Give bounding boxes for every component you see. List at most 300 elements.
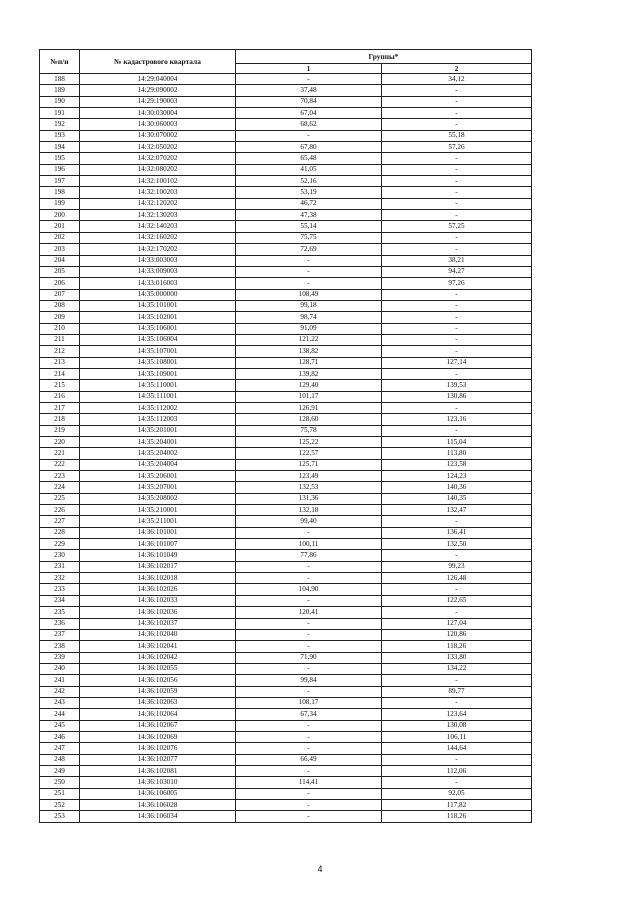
group-1-value: - xyxy=(236,686,382,697)
cadastral-number: 14:30:030004 xyxy=(80,108,236,119)
group-2-value: 34,12 xyxy=(382,74,532,85)
group-2-value: - xyxy=(382,754,532,765)
group-1-value: - xyxy=(236,629,382,640)
group-1-value: 99,84 xyxy=(236,675,382,686)
cadastral-number: 14:36:103010 xyxy=(80,777,236,788)
cadastral-number: 14:30:070002 xyxy=(80,130,236,141)
cadastral-number: 14:33:009003 xyxy=(80,266,236,277)
row-number: 246 xyxy=(40,731,80,742)
group-2-value: - xyxy=(382,244,532,255)
group-2-value: 130,86 xyxy=(382,391,532,402)
row-number: 242 xyxy=(40,686,80,697)
group-1-value: 66,49 xyxy=(236,754,382,765)
cadastral-number: 14:29:190003 xyxy=(80,96,236,107)
group-1-value: 37,48 xyxy=(236,85,382,96)
group-2-value: 117,82 xyxy=(382,800,532,811)
table-row xyxy=(40,312,532,323)
group-2-value: 127,14 xyxy=(382,357,532,368)
cadastral-number: 14:36:102017 xyxy=(80,561,236,572)
group-2-value: 89,77 xyxy=(382,686,532,697)
table-row xyxy=(40,709,532,720)
cadastral-number: 14:32:140203 xyxy=(80,221,236,232)
group-1-value: - xyxy=(236,765,382,776)
row-number: 199 xyxy=(40,198,80,209)
group-1-value: - xyxy=(236,266,382,277)
table-body xyxy=(40,74,532,823)
cadastral-number: 14:32:100102 xyxy=(80,176,236,187)
group-2-value: - xyxy=(382,153,532,164)
cadastral-number: 14:35:109001 xyxy=(80,368,236,379)
row-number: 235 xyxy=(40,607,80,618)
cadastral-number: 14:36:102063 xyxy=(80,697,236,708)
group-2-value: - xyxy=(382,232,532,243)
group-2-value: - xyxy=(382,346,532,357)
row-number: 245 xyxy=(40,720,80,731)
group-2-value: 92,05 xyxy=(382,788,532,799)
group-2-value: - xyxy=(382,164,532,175)
group-1-value: 46,72 xyxy=(236,198,382,209)
group-1-value: 139,82 xyxy=(236,368,382,379)
group-1-value: 126,91 xyxy=(236,402,382,413)
group-2-value: - xyxy=(382,584,532,595)
group-2-value: 123,64 xyxy=(382,709,532,720)
table-row xyxy=(40,85,532,96)
table-row xyxy=(40,402,532,413)
group-2-value: - xyxy=(382,777,532,788)
row-number: 234 xyxy=(40,595,80,606)
group-1-value: - xyxy=(236,800,382,811)
group-2-value: - xyxy=(382,402,532,413)
row-number: 198 xyxy=(40,187,80,198)
row-number: 193 xyxy=(40,130,80,141)
cadastral-number: 14:35:101001 xyxy=(80,300,236,311)
group-2-value: 136,41 xyxy=(382,527,532,538)
cadastral-number: 14:36:101049 xyxy=(80,550,236,561)
table-row xyxy=(40,130,532,141)
cadastral-number: 14:35:112002 xyxy=(80,402,236,413)
cadastral-number: 14:35:000000 xyxy=(80,289,236,300)
group-1-value: 131,36 xyxy=(236,493,382,504)
cadastral-number: 14:36:102076 xyxy=(80,743,236,754)
row-number: 232 xyxy=(40,573,80,584)
group-2-value: 55,18 xyxy=(382,130,532,141)
group-1-value: 132,53 xyxy=(236,482,382,493)
cadastral-number: 14:29:040004 xyxy=(80,74,236,85)
cadastral-number: 14:36:102041 xyxy=(80,641,236,652)
table-row xyxy=(40,300,532,311)
cadastral-number: 14:36:102036 xyxy=(80,607,236,618)
header-group-1: 1 xyxy=(236,64,382,74)
group-1-value: - xyxy=(236,788,382,799)
group-2-value: - xyxy=(382,108,532,119)
group-2-value: 139,53 xyxy=(382,380,532,391)
table-row xyxy=(40,232,532,243)
table-row xyxy=(40,800,532,811)
group-2-value: 140,36 xyxy=(382,482,532,493)
group-1-value: 71,90 xyxy=(236,652,382,663)
table-row xyxy=(40,96,532,107)
group-1-value: 98,74 xyxy=(236,312,382,323)
row-number: 216 xyxy=(40,391,80,402)
group-1-value: - xyxy=(236,255,382,266)
row-number: 209 xyxy=(40,312,80,323)
cadastral-number: 14:32:160202 xyxy=(80,232,236,243)
cadastral-number: 14:36:102069 xyxy=(80,731,236,742)
cadastral-number: 14:29:090002 xyxy=(80,85,236,96)
cadastral-number: 14:36:101001 xyxy=(80,527,236,538)
cadastral-number: 14:35:108001 xyxy=(80,357,236,368)
row-number: 237 xyxy=(40,629,80,640)
cadastral-number: 14:35:201001 xyxy=(80,425,236,436)
row-number: 215 xyxy=(40,380,80,391)
row-number: 222 xyxy=(40,459,80,470)
cadastral-number: 14:35:206001 xyxy=(80,471,236,482)
cadastral-number: 14:35:204004 xyxy=(80,459,236,470)
group-2-value: - xyxy=(382,697,532,708)
group-2-value: - xyxy=(382,323,532,334)
group-2-value: - xyxy=(382,675,532,686)
row-number: 203 xyxy=(40,244,80,255)
row-number: 249 xyxy=(40,765,80,776)
cadastral-number: 14:36:102033 xyxy=(80,595,236,606)
group-1-value: - xyxy=(236,811,382,822)
group-2-value: 127,04 xyxy=(382,618,532,629)
table-row xyxy=(40,697,532,708)
row-number: 243 xyxy=(40,697,80,708)
group-2-value: - xyxy=(382,368,532,379)
table-row xyxy=(40,380,532,391)
row-number: 206 xyxy=(40,278,80,289)
group-1-value: 108,49 xyxy=(236,289,382,300)
group-1-value: 123,49 xyxy=(236,471,382,482)
group-2-value: - xyxy=(382,607,532,618)
row-number: 188 xyxy=(40,74,80,85)
table-row xyxy=(40,527,532,538)
cadastral-number: 14:35:211001 xyxy=(80,516,236,527)
group-1-value: 68,62 xyxy=(236,119,382,130)
group-1-value: - xyxy=(236,731,382,742)
row-number: 205 xyxy=(40,266,80,277)
group-1-value: 75,75 xyxy=(236,232,382,243)
table-row xyxy=(40,391,532,402)
table-row xyxy=(40,584,532,595)
row-number: 219 xyxy=(40,425,80,436)
row-number: 223 xyxy=(40,471,80,482)
group-2-value: - xyxy=(382,85,532,96)
table-row xyxy=(40,368,532,379)
group-2-value: 140,35 xyxy=(382,493,532,504)
row-number: 227 xyxy=(40,516,80,527)
table-row xyxy=(40,607,532,618)
row-number: 224 xyxy=(40,482,80,493)
table-row xyxy=(40,357,532,368)
cadastral-number: 14:32:170202 xyxy=(80,244,236,255)
row-number: 220 xyxy=(40,437,80,448)
cadastral-number: 14:36:102026 xyxy=(80,584,236,595)
table-row xyxy=(40,641,532,652)
group-2-value: - xyxy=(382,119,532,130)
cadastral-number: 14:36:106005 xyxy=(80,788,236,799)
group-1-value: - xyxy=(236,561,382,572)
table-row xyxy=(40,788,532,799)
table-row xyxy=(40,437,532,448)
group-1-value: 67,04 xyxy=(236,108,382,119)
group-2-value: 123,58 xyxy=(382,459,532,470)
group-1-value: - xyxy=(236,527,382,538)
header-groups: Группы* xyxy=(236,50,532,64)
page-number: 4 xyxy=(317,864,323,874)
group-1-value: 125,22 xyxy=(236,437,382,448)
row-number: 238 xyxy=(40,641,80,652)
cadastral-number: 14:32:130203 xyxy=(80,210,236,221)
row-number: 190 xyxy=(40,96,80,107)
row-number: 250 xyxy=(40,777,80,788)
table-row xyxy=(40,663,532,674)
row-number: 213 xyxy=(40,357,80,368)
cadastral-number: 14:35:204001 xyxy=(80,437,236,448)
table-row xyxy=(40,743,532,754)
cadastral-number: 14:36:102081 xyxy=(80,765,236,776)
table-row xyxy=(40,561,532,572)
group-1-value: 67,80 xyxy=(236,142,382,153)
group-1-value: 128,71 xyxy=(236,357,382,368)
row-number: 226 xyxy=(40,505,80,516)
group-2-value: - xyxy=(382,334,532,345)
group-1-value: 47,38 xyxy=(236,210,382,221)
group-1-value: 99,18 xyxy=(236,300,382,311)
table-row xyxy=(40,652,532,663)
table-row xyxy=(40,176,532,187)
table-row xyxy=(40,720,532,731)
cadastral-number: 14:35:112003 xyxy=(80,414,236,425)
cadastral-number: 14:35:210001 xyxy=(80,505,236,516)
table-row xyxy=(40,675,532,686)
cadastral-number: 14:35:207001 xyxy=(80,482,236,493)
row-number: 228 xyxy=(40,527,80,538)
group-2-value: 130,08 xyxy=(382,720,532,731)
row-number: 191 xyxy=(40,108,80,119)
table-row xyxy=(40,255,532,266)
row-number: 221 xyxy=(40,448,80,459)
table-row xyxy=(40,198,532,209)
table-row xyxy=(40,777,532,788)
row-number: 211 xyxy=(40,334,80,345)
table-row xyxy=(40,119,532,130)
group-1-value: - xyxy=(236,130,382,141)
table-row xyxy=(40,187,532,198)
table-row xyxy=(40,142,532,153)
group-2-value: - xyxy=(382,176,532,187)
group-2-value: 126,48 xyxy=(382,573,532,584)
cadastral-number: 14:36:102067 xyxy=(80,720,236,731)
group-1-value: 129,40 xyxy=(236,380,382,391)
row-number: 194 xyxy=(40,142,80,153)
table-row xyxy=(40,595,532,606)
table-row xyxy=(40,244,532,255)
cadastral-number: 14:36:101007 xyxy=(80,539,236,550)
group-2-value: - xyxy=(382,289,532,300)
cadastral-number: 14:35:204002 xyxy=(80,448,236,459)
header-number: №п/н xyxy=(40,50,80,74)
table-row xyxy=(40,153,532,164)
group-1-value: 55,14 xyxy=(236,221,382,232)
group-1-value: - xyxy=(236,663,382,674)
table-row xyxy=(40,516,532,527)
cadastral-number: 14:36:102055 xyxy=(80,663,236,674)
group-2-value: 106,11 xyxy=(382,731,532,742)
group-2-value: 134,22 xyxy=(382,663,532,674)
table-row xyxy=(40,573,532,584)
table-row xyxy=(40,539,532,550)
row-number: 225 xyxy=(40,493,80,504)
group-2-value: 115,04 xyxy=(382,437,532,448)
table-row xyxy=(40,108,532,119)
group-2-value: - xyxy=(382,550,532,561)
group-1-value: 125,71 xyxy=(236,459,382,470)
cadastral-number: 14:32:120202 xyxy=(80,198,236,209)
group-1-value: - xyxy=(236,74,382,85)
group-2-value: 123,16 xyxy=(382,414,532,425)
row-number: 229 xyxy=(40,539,80,550)
row-number: 195 xyxy=(40,153,80,164)
group-2-value: - xyxy=(382,210,532,221)
row-number: 244 xyxy=(40,709,80,720)
cadastral-number: 14:35:106004 xyxy=(80,334,236,345)
group-1-value: - xyxy=(236,278,382,289)
group-2-value: - xyxy=(382,96,532,107)
row-number: 217 xyxy=(40,402,80,413)
row-number: 247 xyxy=(40,743,80,754)
cadastral-number: 14:30:060003 xyxy=(80,119,236,130)
row-number: 252 xyxy=(40,800,80,811)
group-1-value: 77,86 xyxy=(236,550,382,561)
row-number: 197 xyxy=(40,176,80,187)
row-number: 204 xyxy=(40,255,80,266)
group-1-value: 138,82 xyxy=(236,346,382,357)
row-number: 233 xyxy=(40,584,80,595)
group-2-value: 144,64 xyxy=(382,743,532,754)
table-row xyxy=(40,629,532,640)
group-2-value: 97,26 xyxy=(382,278,532,289)
group-1-value: - xyxy=(236,595,382,606)
group-2-value: 120,86 xyxy=(382,629,532,640)
group-2-value: - xyxy=(382,187,532,198)
row-number: 207 xyxy=(40,289,80,300)
header-cadastral-quarter: № кадастрового квартала xyxy=(80,50,236,74)
cadastral-number: 14:32:070202 xyxy=(80,153,236,164)
table-row xyxy=(40,289,532,300)
table-row xyxy=(40,754,532,765)
cadastral-number: 14:35:208002 xyxy=(80,493,236,504)
row-number: 241 xyxy=(40,675,80,686)
cadastral-number: 14:36:106034 xyxy=(80,811,236,822)
group-1-value: 132,18 xyxy=(236,505,382,516)
group-1-value: - xyxy=(236,743,382,754)
group-1-value: 52,16 xyxy=(236,176,382,187)
table-row xyxy=(40,686,532,697)
cadastral-number: 14:36:102042 xyxy=(80,652,236,663)
table-row xyxy=(40,334,532,345)
table-row xyxy=(40,221,532,232)
table-row xyxy=(40,210,532,221)
row-number: 200 xyxy=(40,210,80,221)
table-row xyxy=(40,811,532,822)
cadastral-number: 14:36:102037 xyxy=(80,618,236,629)
group-2-value: 132,50 xyxy=(382,539,532,550)
row-number: 248 xyxy=(40,754,80,765)
table-row xyxy=(40,493,532,504)
group-2-value: 113,80 xyxy=(382,448,532,459)
header-group-2: 2 xyxy=(382,64,532,74)
row-number: 192 xyxy=(40,119,80,130)
row-number: 253 xyxy=(40,811,80,822)
group-1-value: 65,48 xyxy=(236,153,382,164)
group-2-value: - xyxy=(382,516,532,527)
row-number: 208 xyxy=(40,300,80,311)
cadastral-number: 14:36:102040 xyxy=(80,629,236,640)
group-1-value: 114,41 xyxy=(236,777,382,788)
cadastral-number: 14:36:102056 xyxy=(80,675,236,686)
group-1-value: 99,40 xyxy=(236,516,382,527)
cadastral-number: 14:32:080202 xyxy=(80,164,236,175)
table-row xyxy=(40,448,532,459)
row-number: 212 xyxy=(40,346,80,357)
group-2-value: 124,23 xyxy=(382,471,532,482)
group-2-value: 132,47 xyxy=(382,505,532,516)
group-1-value: 67,34 xyxy=(236,709,382,720)
group-2-value: 133,80 xyxy=(382,652,532,663)
row-number: 239 xyxy=(40,652,80,663)
group-1-value: 121,22 xyxy=(236,334,382,345)
group-1-value: 120,41 xyxy=(236,607,382,618)
cadastral-number: 14:32:050202 xyxy=(80,142,236,153)
group-1-value: 128,60 xyxy=(236,414,382,425)
cadastral-number: 14:36:102018 xyxy=(80,573,236,584)
row-number: 202 xyxy=(40,232,80,243)
group-2-value: 57,26 xyxy=(382,142,532,153)
group-2-value: 122,65 xyxy=(382,595,532,606)
group-1-value: - xyxy=(236,618,382,629)
table-row xyxy=(40,459,532,470)
row-number: 230 xyxy=(40,550,80,561)
group-1-value: 53,19 xyxy=(236,187,382,198)
group-2-value: 38,21 xyxy=(382,255,532,266)
group-1-value: 108,17 xyxy=(236,697,382,708)
table-row xyxy=(40,74,532,85)
group-1-value: 75,78 xyxy=(236,425,382,436)
cadastral-number: 14:36:102077 xyxy=(80,754,236,765)
group-1-value: 41,05 xyxy=(236,164,382,175)
table-row xyxy=(40,505,532,516)
group-2-value: 94,27 xyxy=(382,266,532,277)
table-row xyxy=(40,164,532,175)
group-2-value: 118,26 xyxy=(382,811,532,822)
cadastral-groups-table xyxy=(39,49,532,823)
table-row xyxy=(40,765,532,776)
table-row xyxy=(40,425,532,436)
row-number: 236 xyxy=(40,618,80,629)
row-number: 240 xyxy=(40,663,80,674)
row-number: 231 xyxy=(40,561,80,572)
cadastral-number: 14:35:111001 xyxy=(80,391,236,402)
row-number: 201 xyxy=(40,221,80,232)
row-number: 189 xyxy=(40,85,80,96)
group-1-value: 100,11 xyxy=(236,539,382,550)
table-row xyxy=(40,266,532,277)
group-1-value: 101,17 xyxy=(236,391,382,402)
group-2-value: 57,25 xyxy=(382,221,532,232)
table-row xyxy=(40,414,532,425)
